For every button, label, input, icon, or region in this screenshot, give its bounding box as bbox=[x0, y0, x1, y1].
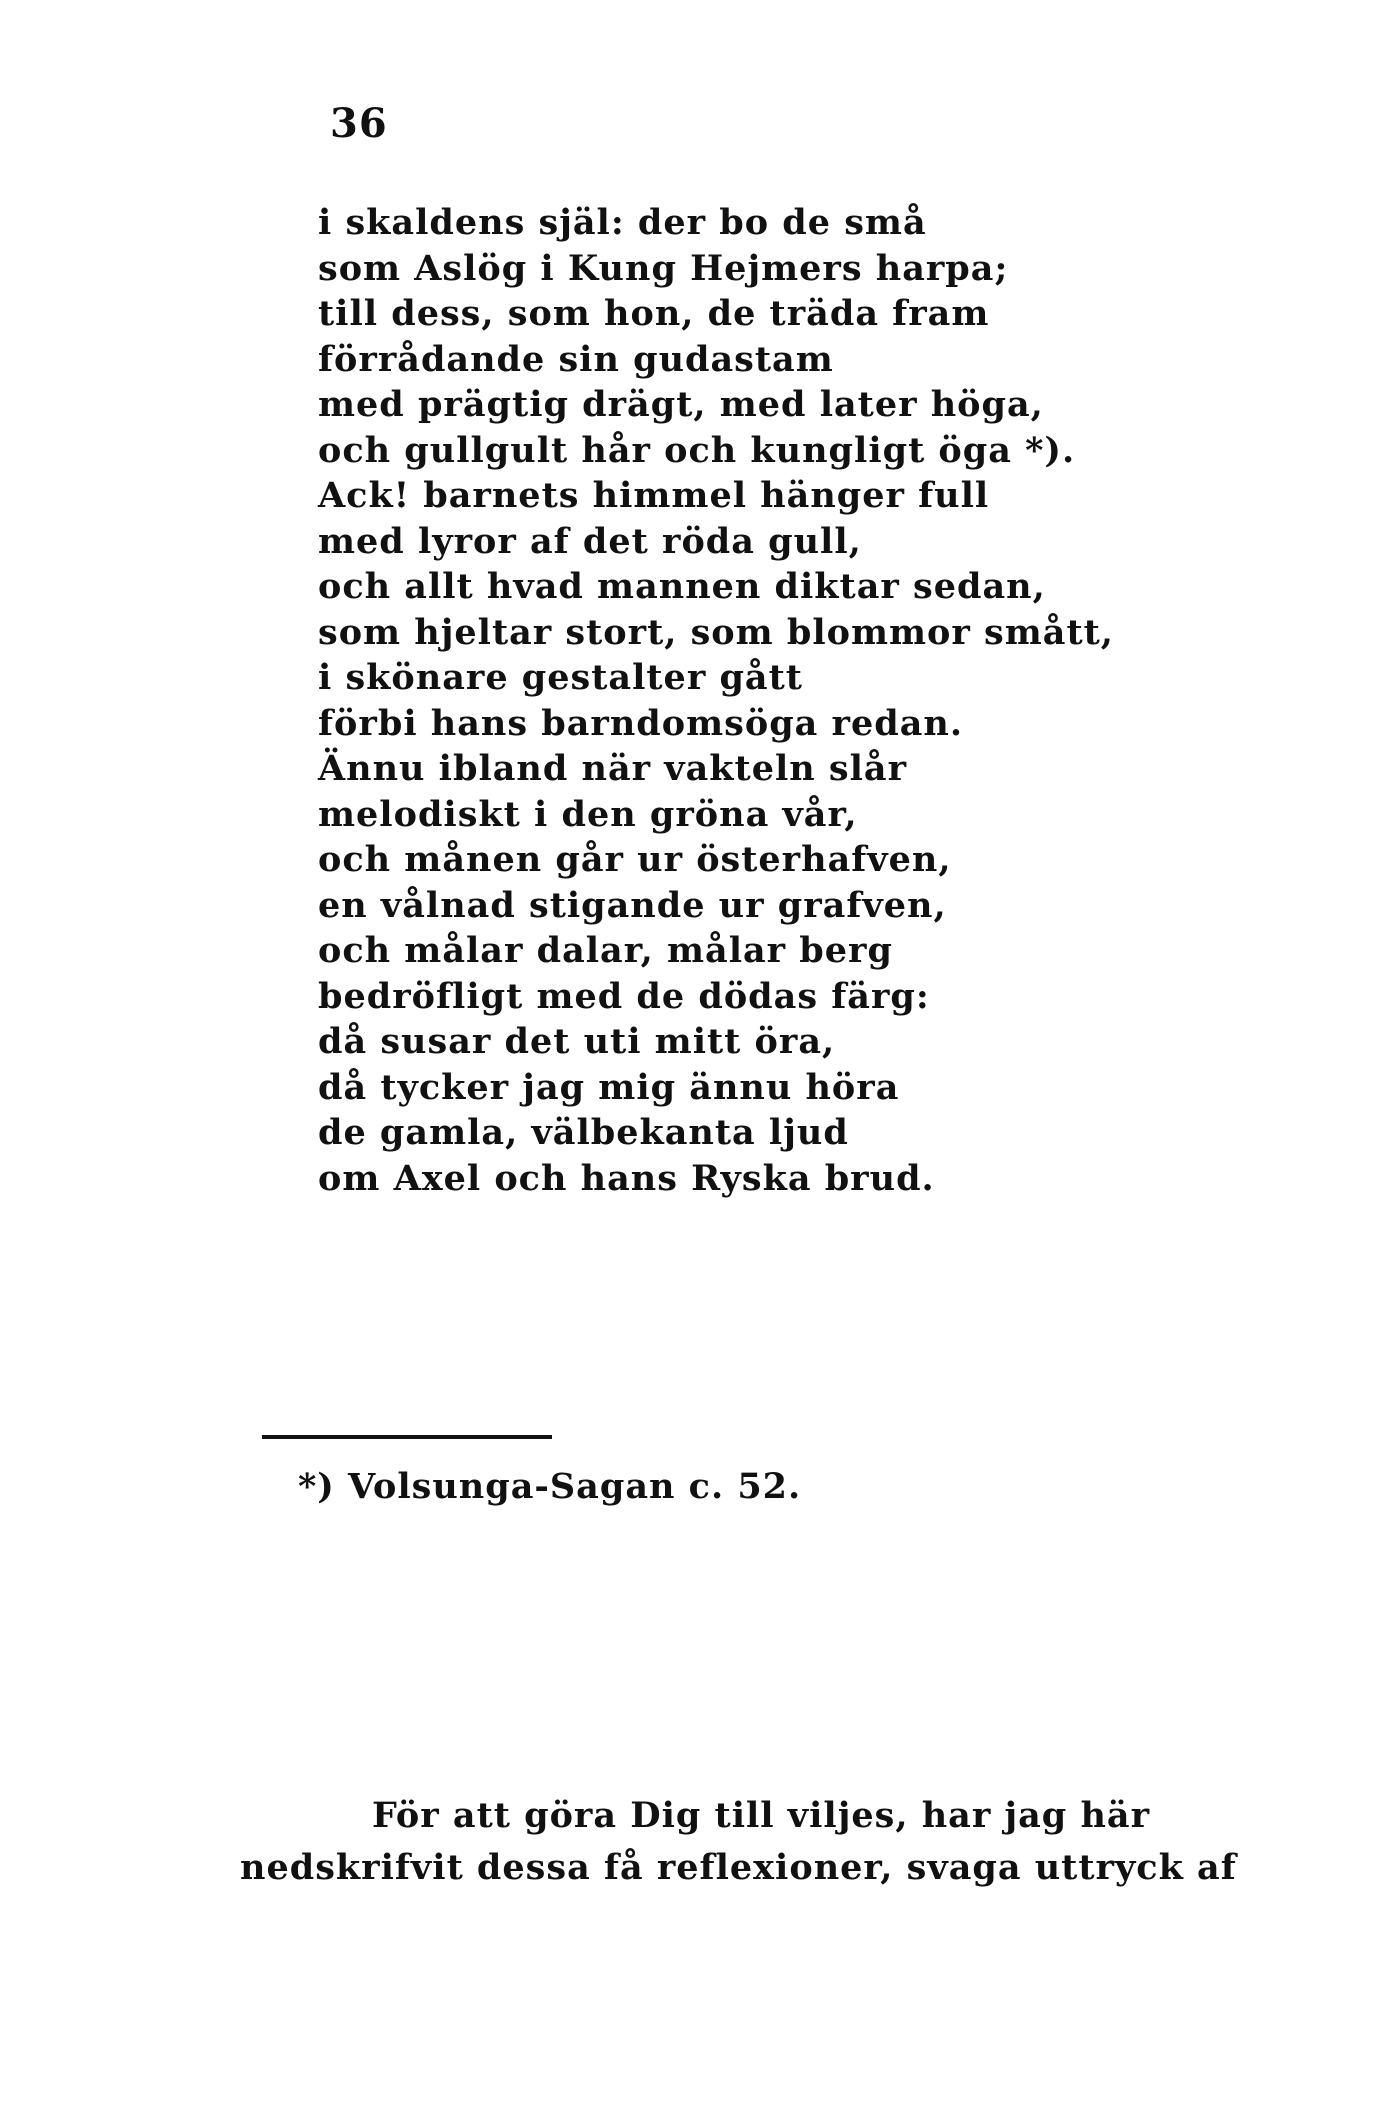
prose-line: nedskrifvit dessa få reflexioner, svaga uttryck af bbox=[240, 1847, 1237, 1888]
prose-line: För att göra Dig till viljes, har jag här bbox=[372, 1795, 1151, 1836]
poem-line: och gullgult hår och kungligt öga *). bbox=[318, 429, 1076, 471]
poem-line: om Axel och hans Ryska brud. bbox=[318, 1157, 935, 1199]
poem-line: förrådande sin gudastam bbox=[318, 338, 834, 380]
footnote-divider bbox=[262, 1435, 552, 1439]
poem bbox=[318, 200, 1118, 1201]
poem-line: bedröfligt med de dödas färg: bbox=[318, 975, 930, 1017]
poem-line: då tycker jag mig ännu höra bbox=[318, 1066, 900, 1108]
poem-line: och målar dalar, målar berg bbox=[318, 930, 893, 971]
poem-line: förbi hans barndomsöga redan. bbox=[318, 702, 964, 744]
poem-line: och månen går ur österhafven, bbox=[318, 839, 952, 880]
poem-line: som Aslög i Kung Hejmers harpa; bbox=[318, 247, 1009, 289]
poem-line: och allt hvad mannen diktar sedan, bbox=[318, 566, 1046, 607]
poem-line: melodiskt i den gröna vår, bbox=[318, 793, 858, 835]
poem-line: med lyror af det röda gull, bbox=[318, 520, 862, 562]
poem-line: med prägtig drägt, med later höga, bbox=[318, 384, 1044, 425]
prose-paragraph bbox=[240, 1790, 1237, 1894]
poem-line: de gamla, välbekanta ljud bbox=[318, 1112, 849, 1153]
footnote: *) Volsunga-Sagan c. 52. bbox=[298, 1466, 802, 1507]
poem-line: till dess, som hon, de träda fram bbox=[318, 293, 990, 334]
poem-line: Ack! barnets himmel hänger full bbox=[318, 475, 990, 516]
poem-line: som hjeltar stort, som blommor smått, bbox=[318, 611, 1114, 653]
poem-line: i skönare gestalter gått bbox=[318, 657, 803, 698]
poem-line: en vålnad stigande ur grafven, bbox=[318, 884, 947, 926]
page-number: 36 bbox=[330, 100, 388, 147]
poem-line: Ännu ibland när vakteln slår bbox=[318, 748, 908, 789]
poem-line: då susar det uti mitt öra, bbox=[318, 1021, 836, 1062]
poem-line: i skaldens själ: der bo de små bbox=[318, 202, 927, 243]
